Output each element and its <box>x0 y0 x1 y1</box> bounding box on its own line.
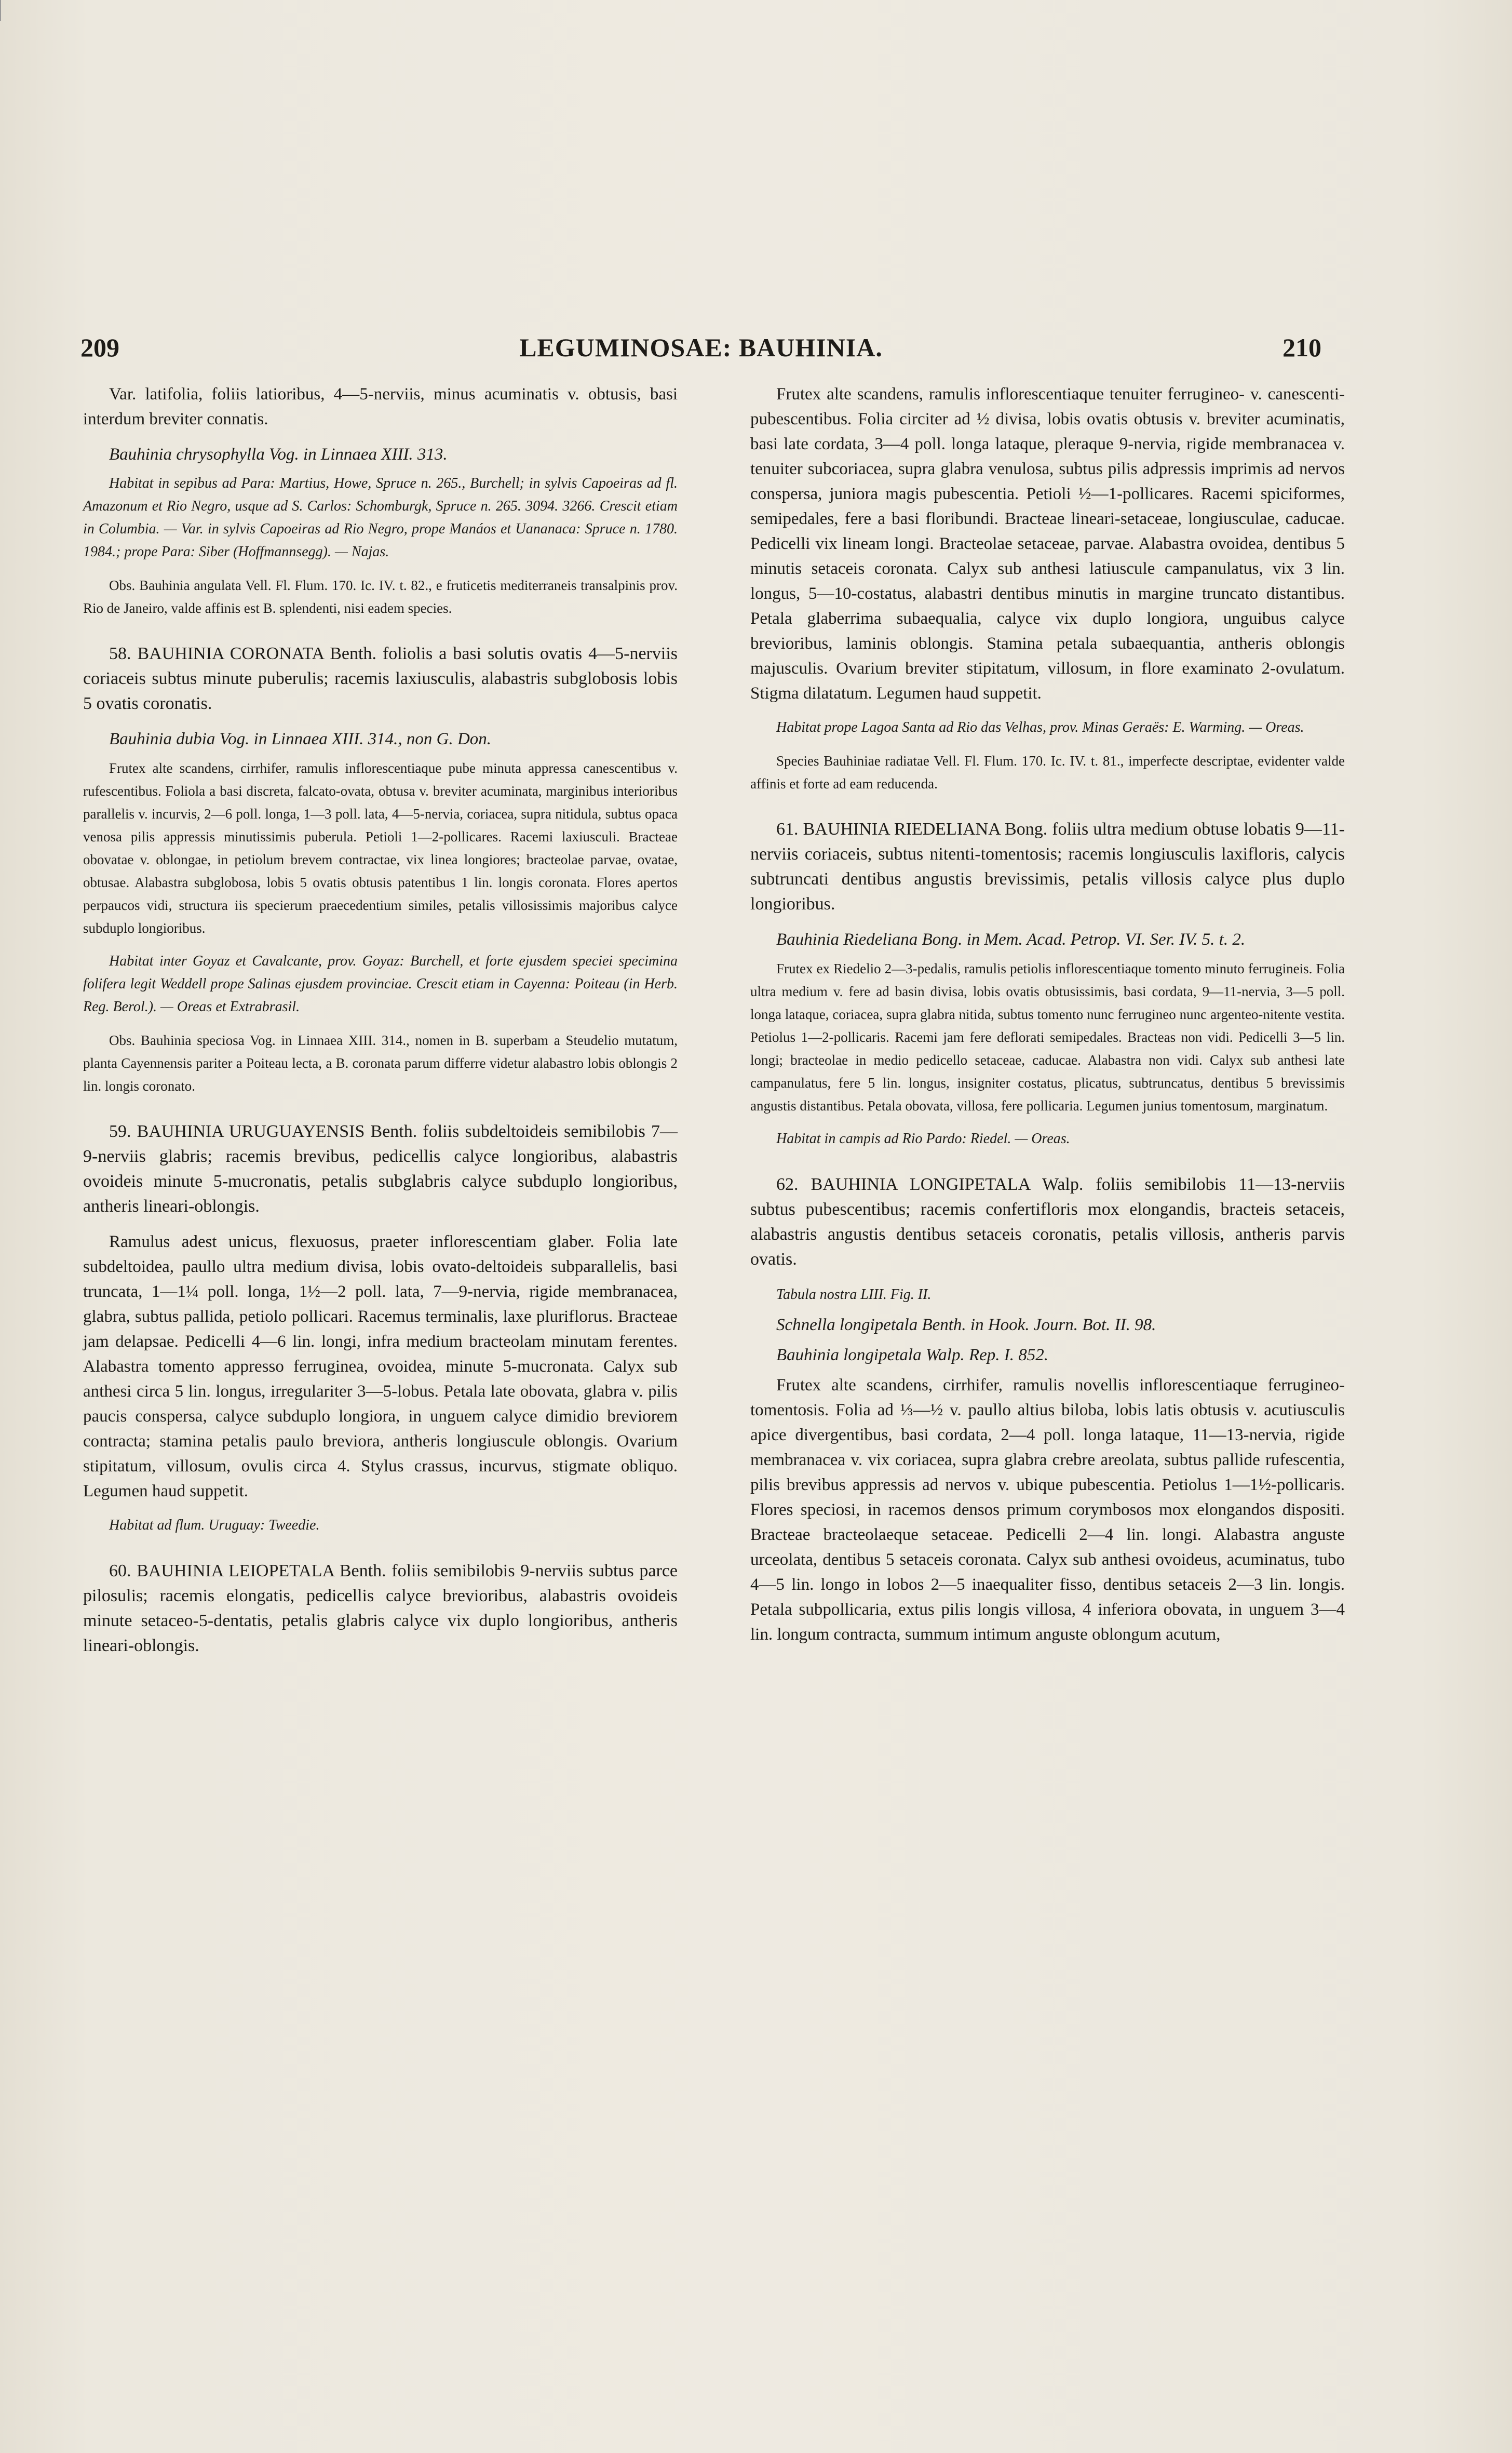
species-60-observation: Species Bauhiniae radiatae Vell. Fl. Flum. 170. Ic. IV. t. 81., imperfecte descriptae, evidenter valde affinis et forte ad eam reducenda. <box>750 753 1345 792</box>
species-60-habitat: Habitat prope Lagoa Santa ad Rio das Velhas, prov. Minas Geraës: E. Warming. — Oreas. <box>776 719 1304 735</box>
running-title: LEGUMINOSAE: BAUHINIA. <box>519 333 883 362</box>
page-number-left: 209 <box>80 333 119 362</box>
margin-mark <box>0 0 1 21</box>
species-59-description: Ramulus adest unicus, flexuosus, praeter inflorescentiam glaber. Folia late subdeltoidea, paullo ultra medium divisa, lobis ovato-deltoideis subparallelis, basi truncata, 1—1¼ poll. longa, 1½—2 poll. lata, 7—9-nervia, rigide membranacea, glabra, subtus pallida, petiolo pollicari. Racemus terminalis, laxe pluriflorus. Bracteae jam delapsae. Pedicelli 4—6 lin. longi, infra medium bracteolam minutam ferentes. Alabastra tomento appresso ferruginea, ovoidea, minute 5-mucronata. Calyx sub anthesi circa 5 lin. longus, irregulariter 3—5-lobus. Petala late obovata, glabra v. pilis paucis conspersa, calyce subduplo longiora, in unguem calyce dimidio breviorem contracta; stamina petalis paulo breviora, antheris longiuscule oblongis. Ovarium stipitatum, villosum, ovulis circa 4. Stylus crassus, incurvus, stigmate obliquo. Legumen haud suppetit. <box>83 1232 678 1500</box>
species-62-synonym-1: Schnella longipetala Benth. in Hook. Journ. Bot. II. 98. <box>776 1316 1156 1334</box>
species-62-description: Frutex alte scandens, cirrhifer, ramulis novellis inflorescentiaque ferrugineo-tomentosis. Folia ad ⅓—½ v. paullo altius biloba, lobis latis obtusis v. acutiusculis apice divergentibus, basi cordata, 2—4 poll. longa lataque, 11—13-nervia, rigide membranacea v. vix coriacea, supra glabra crebre areolata, subtus pallide rufescentia, pilis brevibus appressis ad nervos v. ubique pubescentia. Petiolus 1—1½-pollicaris. Flores speciosi, in racemos densos primum corymbosos mox elongandos dispositi. Bracteae bracteolaeque setaceae. Pedicelli 2—4 lin. longi. Alabastra anguste urceolata, dentibus 5 setaceis coronata. Calyx sub anthesi ovoideus, acuminatus, tubo 4—5 lin. longo in lobos 2—5 inaequaliter fisso, dentibus setaceis 2—3 lin. longis. Petala subpollicaria, extus pilis longis villosa, 4 inferiora obovata, in unguem 3—4 lin. longum contracta, summum intimum anguste oblongum acutum, <box>750 1376 1345 1644</box>
habitat-note: Habitat in sepibus ad Para: Martius, Howe, Spruce n. 265., Burchell; in sylvis Capoeiras ad fl. Amazonum et Rio Negro, usque ad S. Carlos: Schomburgk, Spruce n. 265. 3094. 3266. Crescit etiam in Columbia. — Var. in sylvis Capoeiras ad Rio Negro, prope Manáos et Uananaca: Spruce n. 1780. 1984.; prope Para: Siber (Hoffmannsegg). — Najas. <box>83 475 678 560</box>
species-58-heading: 58. BAUHINIA CORONATA Benth. foliolis a basi solutis ovatis 4—5-nerviis coriaceis subtus minute puberulis; racemis laxiusculis, alabastris subglobosis lobis 5 ovatis coronatis. <box>83 644 678 713</box>
species-62-heading: 62. BAUHINIA LONGIPETALA Walp. foliis semibilobis 11—13-nerviis subtus pubescentibus; racemis confertifloris mox elongandis, bracteis setaceis, alabastris angustis dentibus setaceis coronatis, petalis villosis, antheris parvis ovatis. <box>750 1175 1345 1269</box>
species-61-heading: 61. BAUHINIA RIEDELIANA Bong. foliis ultra medium obtuse lobatis 9—11-nerviis coriaceis, subtus nitenti-tomentosis; racemis longiusculis laxifloris, calycis subtruncati dentibus angustis brevissimis, petalis villosis calyce plus duplo longioribus. <box>750 820 1345 914</box>
species-59-habitat: Habitat ad flum. Uruguay: Tweedie. <box>109 1517 320 1533</box>
species-62-synonym-2: Bauhinia longipetala Walp. Rep. I. 852. <box>776 1346 1048 1364</box>
species-58-synonym: Bauhinia dubia Vog. in Linnaea XIII. 314., non G. Don. <box>109 730 492 748</box>
species-61-synonym: Bauhinia Riedeliana Bong. in Mem. Acad. Petrop. VI. Ser. IV. 5. t. 2. <box>776 930 1246 949</box>
species-60-description: Frutex alte scandens, ramulis inflorescentiaque tenuiter ferrugineo- v. canescenti-pubescentibus. Folia circiter ad ½ divisa, lobis ovatis obtusis v. breviter acuminatis, basi late cordata, 3—4 poll. longa lataque, pleraque 9-nervia, rigide membranacea v. tenuiter subcoriacea, supra glabra venulosa, subtus pilis adpressis imprimis ad nervos conspersa, juniora magis pubescentia. Petioli ½—1-pollicares. Racemi spiciformes, semipedales, fere a basi floribundi. Bracteae lineari-setaceae, longiusculae, caducae. Pedicelli vix lineam longi. Bracteolae setaceae, parvae. Alabastra ovoidea, dentibus 5 minutis setaceis coronata. Calyx sub anthesi latiuscule campanulatus, vix 3 lin. longus, 5—10-costatus, alabastri dentibus minutis in margine truncato distantibus. Petala glaberrima subaequalia, calyce vix duplo longiora, unguibus calyce brevioribus, laminis oblongis. Stamina petala subaequantia, antheris oblongis majusculis. Ovarium breviter stipitatum, villosum, in flore examinato 2-ovulatum. Stigma dilatatum. Legumen haud suppetit. <box>750 385 1345 703</box>
species-61-description: Frutex ex Riedelio 2—3-pedalis, ramulis petiolis inflorescentiaque tomento minuto ferrugineis. Folia ultra medium v. fere ad basin divisa, lobis ovatis obtusissimis, basi cordata, 9—11-nervia, 3—5 poll. longa lataque, coriacea, supra glabra nitida, subtus tomento nunc ferrugineo nunc argenteo-nitente vestita. Petiolus 1—2-pollicaris. Racemi jam fere deflorati semipedales. Bracteas non vidi. Pedicelli 3—5 lin. longi; bracteolae in medio pedicello setaceae, caducae. Alabastra non vidi. Calyx sub anthesi late campanulatus, fere 5 lin. longus, insigniter costatus, plicatus, subtruncatus, dentibus 5 brevissimis angustis distantibus. Petala obovata, villosa, fere pollicaria. Legumen junius tomentosum, marginatum. <box>750 961 1345 1114</box>
species-62-plate-reference: Tabula nostra LIII. Fig. II. <box>776 1286 932 1303</box>
variety-latifolia: Var. latifolia, foliis latioribus, 4—5-nerviis, minus acuminatis v. obtusis, basi interdum breviter connatis. <box>83 385 678 428</box>
species-61-habitat: Habitat in campis ad Rio Pardo: Riedel. — Oreas. <box>776 1131 1070 1147</box>
species-60-heading: 60. BAUHINIA LEIOPETALA Benth. foliis semibilobis 9-nerviis subtus parce pilosulis; racemis elongatis, pedicellis calyce brevioribus, alabastris ovoideis minute setaceo-5-dentatis, petalis glabris calyce vix duplo longioribus, antheris lineari-oblongis. <box>83 1561 678 1655</box>
observation-note: Obs. Bauhinia angulata Vell. Fl. Flum. 170. Ic. IV. t. 82., e fruticetis mediterraneis transalpinis prov. Rio de Janeiro, valde affinis est B. splendenti, nisi eadem species. <box>83 578 678 616</box>
running-head <box>80 332 1321 364</box>
species-58-description: Frutex alte scandens, cirrhifer, ramulis inflorescentiaque pube minuta appressa canescentibus v. rufescentibus. Foliola a basi discreta, falcato-ovata, obtusa v. breviter acuminata, marginibus interioribus parallelis v. incurvis, 2—6 poll. longa, 1—3 poll. lata, 4—5-nervia, coriacea, supra nitidula, subtus opaca venosa pilis appressis minutissimis puberula. Petioli 1—2-pollicares. Racemi laxiusculi. Bracteae obovatae v. oblongae, in petiolum brevem contractae, vix linea longiores; bracteolae parvae, ovatae, obtusae. Alabastra subglobosa, lobis 5 ovatis obtusis patentibus 1 lin. longis coronata. Flores apertos perpaucos vidi, structura iis specierum praecedentium similes, petalis villosissimis majoribus calyce subduplo longioribus. <box>83 760 678 936</box>
right-column <box>750 382 1345 1657</box>
synonym: Bauhinia chrysophylla Vog. in Linnaea XIII. 313. <box>109 445 448 464</box>
left-column <box>83 382 678 1669</box>
species-58-habitat: Habitat inter Goyaz et Cavalcante, prov. Goyaz: Burchell, et forte ejusdem speciei specimina folifera legit Weddell prope Salinas ejusdem provinciae. Crescit etiam in Cayenna: Poiteau (in Herb. Reg. Berol.). — Oreas et Extrabrasil. <box>83 953 678 1015</box>
species-58-observation: Obs. Bauhinia speciosa Vog. in Linnaea XIII. 314., nomen in B. superbam a Steudelio mutatum, planta Cayennensis pariter a Poiteau lecta, a B. coronata parum differre videtur alabastro lobis oblongis 2 lin. longis coronato. <box>83 1033 678 1094</box>
species-59-heading: 59. BAUHINIA URUGUAYENSIS Benth. foliis subdeltoideis semibilobis 7—9-nerviis glabris; racemis brevibus, pedicellis calyce longioribus, alabastris ovoideis minute 5-mucronatis, petalis subglabris calyce subduplo longioribus, antheris lineari-oblongis. <box>83 1122 678 1216</box>
page-number-right: 210 <box>1282 333 1321 362</box>
